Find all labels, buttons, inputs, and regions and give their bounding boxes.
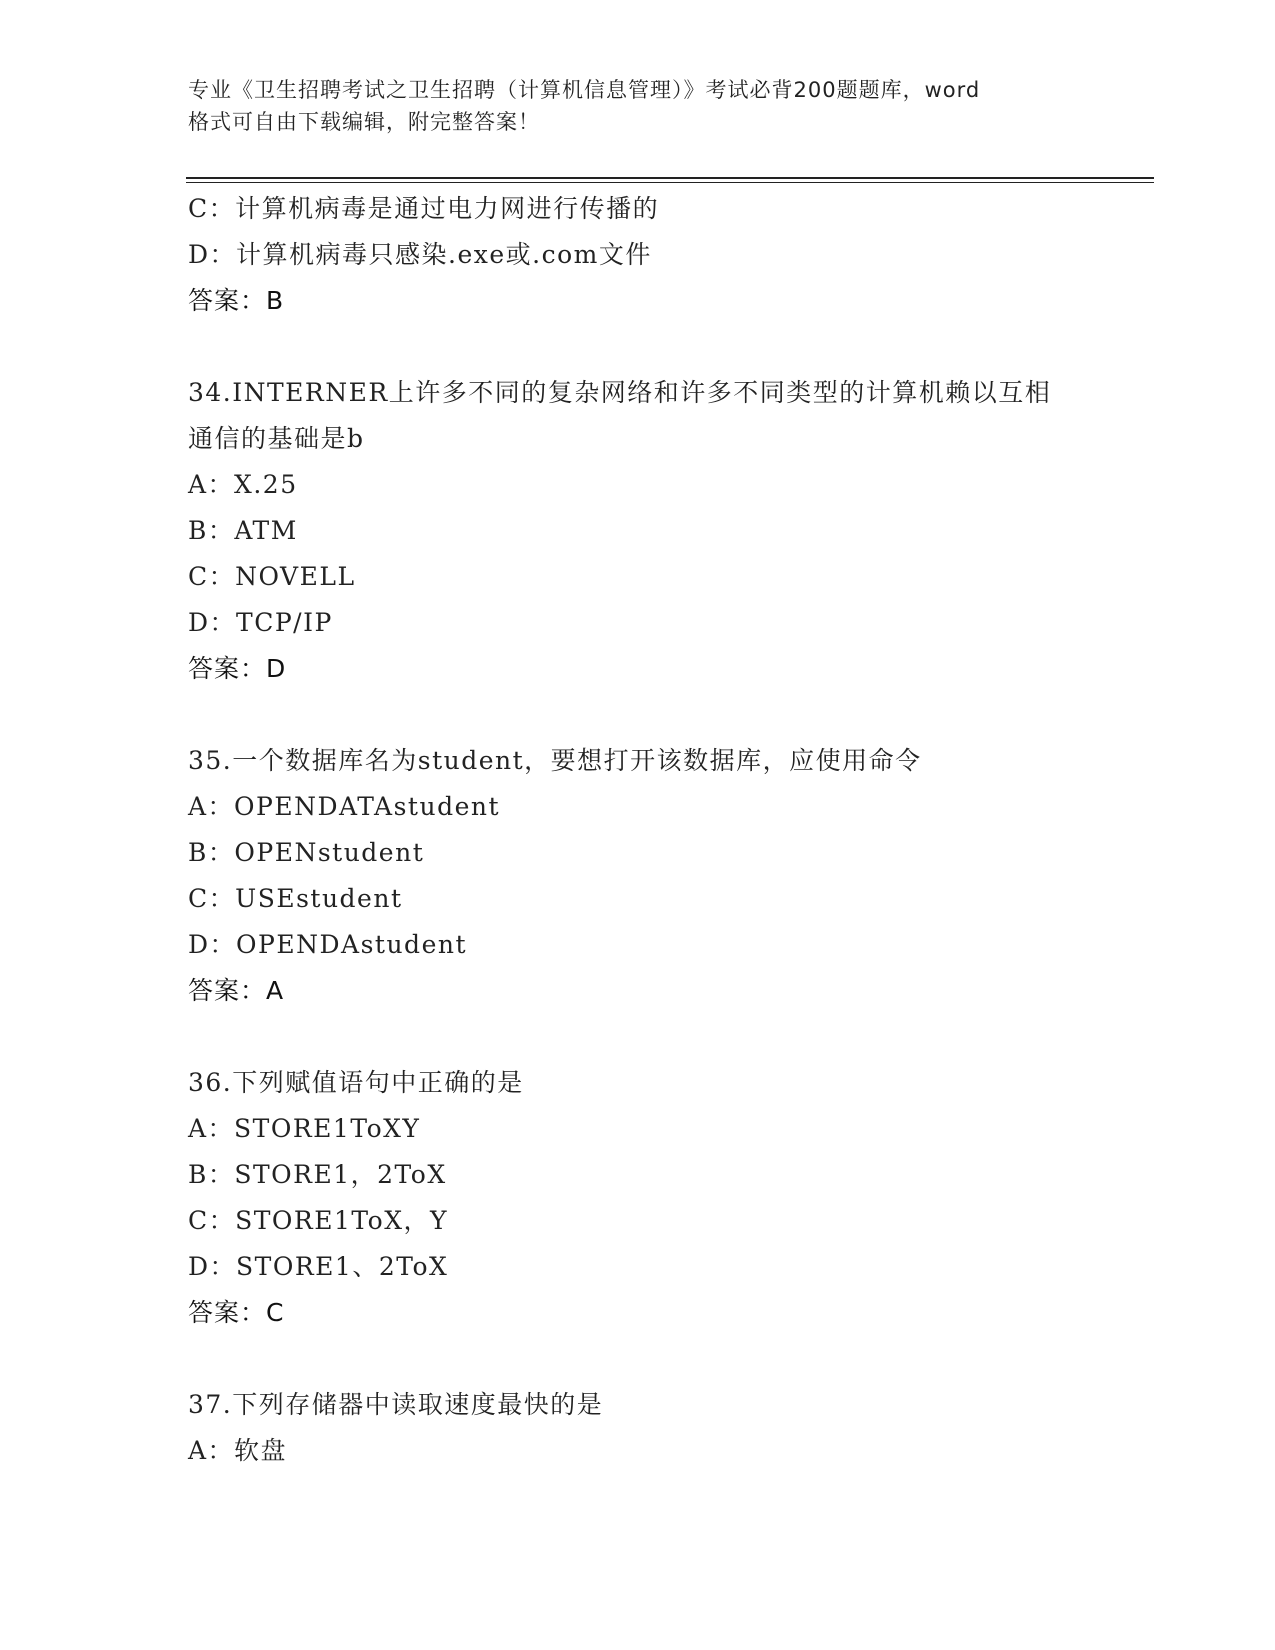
option-b: B：STORE1，2ToX bbox=[188, 1160, 447, 1189]
option-b: B：OPENstudent bbox=[188, 838, 425, 867]
document-header bbox=[188, 74, 1088, 138]
option-d: D：TCP/IP bbox=[188, 608, 333, 637]
question-stem: 34.INTERNER上许多不同的复杂网络和许多不同类型的计算机赖以互相 bbox=[188, 378, 1052, 407]
question-stem: 37.下列存储器中读取速度最快的是 bbox=[188, 1390, 604, 1419]
option-d: D：OPENDAstudent bbox=[188, 930, 468, 959]
answer-label: 答案：D bbox=[188, 654, 287, 683]
answer-label: 答案：C bbox=[188, 1298, 285, 1327]
option-b: B：ATM bbox=[188, 516, 298, 545]
answer-label: 答案：A bbox=[188, 976, 285, 1005]
question-stem-continued: 通信的基础是b bbox=[188, 424, 365, 453]
question-stem: 36.下列赋值语句中正确的是 bbox=[188, 1068, 524, 1097]
option-c: C：STORE1ToX，Y bbox=[188, 1206, 448, 1235]
question-block-35 bbox=[188, 738, 1118, 1014]
option-c: C：USEstudent bbox=[188, 884, 403, 913]
header-title-line-1: 专业《卫生招聘考试之卫生招聘（计算机信息管理）》考试必背200题题库，word bbox=[188, 78, 981, 102]
question-block-36 bbox=[188, 1060, 1118, 1336]
option-a: A：X.25 bbox=[188, 470, 298, 499]
question-stem: 35.一个数据库名为student，要想打开该数据库，应使用命令 bbox=[188, 746, 922, 775]
question-block-34 bbox=[188, 370, 1118, 692]
question-list bbox=[188, 186, 1118, 1474]
question-block-37 bbox=[188, 1382, 1118, 1474]
question-block-33 bbox=[188, 186, 1118, 324]
header-divider-thin bbox=[186, 182, 1154, 183]
answer-label: 答案：B bbox=[188, 286, 285, 315]
option-a: A：软盘 bbox=[188, 1436, 288, 1465]
option-a: A：STORE1ToXY bbox=[188, 1114, 421, 1143]
header-divider-thick bbox=[186, 177, 1154, 179]
option-a: A：OPENDATAstudent bbox=[188, 792, 501, 821]
option-d: D：STORE1、2ToX bbox=[188, 1252, 449, 1281]
option-c: C：计算机病毒是通过电力网进行传播的 bbox=[188, 194, 660, 223]
header-title-line-2: 格式可自由下载编辑，附完整答案！ bbox=[188, 110, 540, 134]
option-c: C：NOVELL bbox=[188, 562, 356, 591]
option-d: D：计算机病毒只感染.exe或.com文件 bbox=[188, 240, 652, 269]
